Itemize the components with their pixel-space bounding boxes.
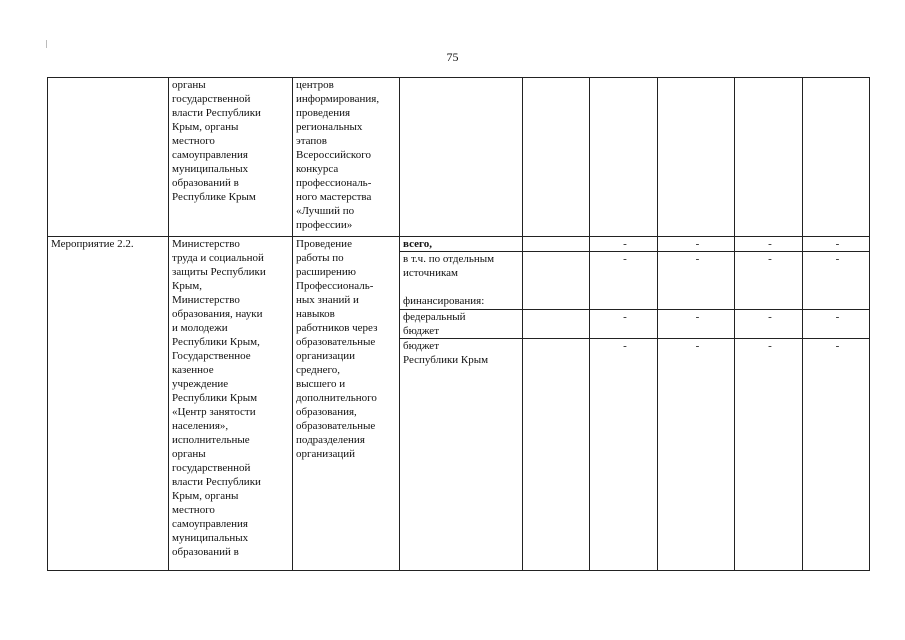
cell-value: - [590,237,658,252]
cell-source-empty [400,78,523,237]
cell-value: - [803,339,870,571]
cell-value: - [803,237,870,252]
cell-empty [523,78,590,237]
cell-value: - [658,310,735,339]
cell-empty [803,78,870,237]
cell-value: - [803,252,870,310]
funding-table [47,77,870,571]
cell-source-breakdown: в т.ч. по отдельным источникам финансирования: [400,252,523,310]
table-row-total [48,237,870,252]
cell-empty [523,237,590,252]
cell-value: - [735,252,803,310]
cell-value: - [735,339,803,571]
cell-empty [658,78,735,237]
cell-source-federal: федеральный бюджет [400,310,523,339]
cell-empty [735,78,803,237]
scan-mark [46,40,47,48]
cell-value: - [590,252,658,310]
cell-source-republic: бюджет Республики Крым [400,339,523,571]
cell-empty [523,339,590,571]
cell-value: - [658,339,735,571]
page-number: 75 [446,50,459,64]
cell-empty [523,252,590,310]
cell-event-executors: Министерство труда и социальной защиты Республики Крым, Министерство образования, науки и молодежи Республики Крым, Государственное казенное учреждение Республики Крым «Центр занятости населения», исполнительные органы государственной власти Республики Крым, органы местного самоуправления муниципальных образований в [169,237,293,571]
cell-value: - [735,310,803,339]
cell-value: - [658,252,735,310]
cell-empty [523,310,590,339]
cell-description-cont: центров информирования, проведения региональных этапов Всероссийского конкурса профессиональ- ного мастерства «Лучший по профессии» [293,78,400,237]
cell-value: - [658,237,735,252]
cell-value: - [735,237,803,252]
cell-executors-cont: органы государственной власти Республики Крым, органы местного самоуправления муниципальных образований в Республике Крым [169,78,293,237]
cell-value: - [590,310,658,339]
cell-event-empty [48,78,169,237]
cell-empty [590,78,658,237]
cell-source-total: всего, [400,237,523,252]
cell-value: - [803,310,870,339]
table-row-continuation [48,78,870,237]
cell-value: - [590,339,658,571]
cell-event-description: Проведение работы по расширению Профессиональ- ных знаний и навыков работников через образовательные организации среднего, высшего и дополнительного образования, образовательные подразделения организаций [293,237,400,571]
cell-event-name: Мероприятие 2.2. [48,237,169,571]
